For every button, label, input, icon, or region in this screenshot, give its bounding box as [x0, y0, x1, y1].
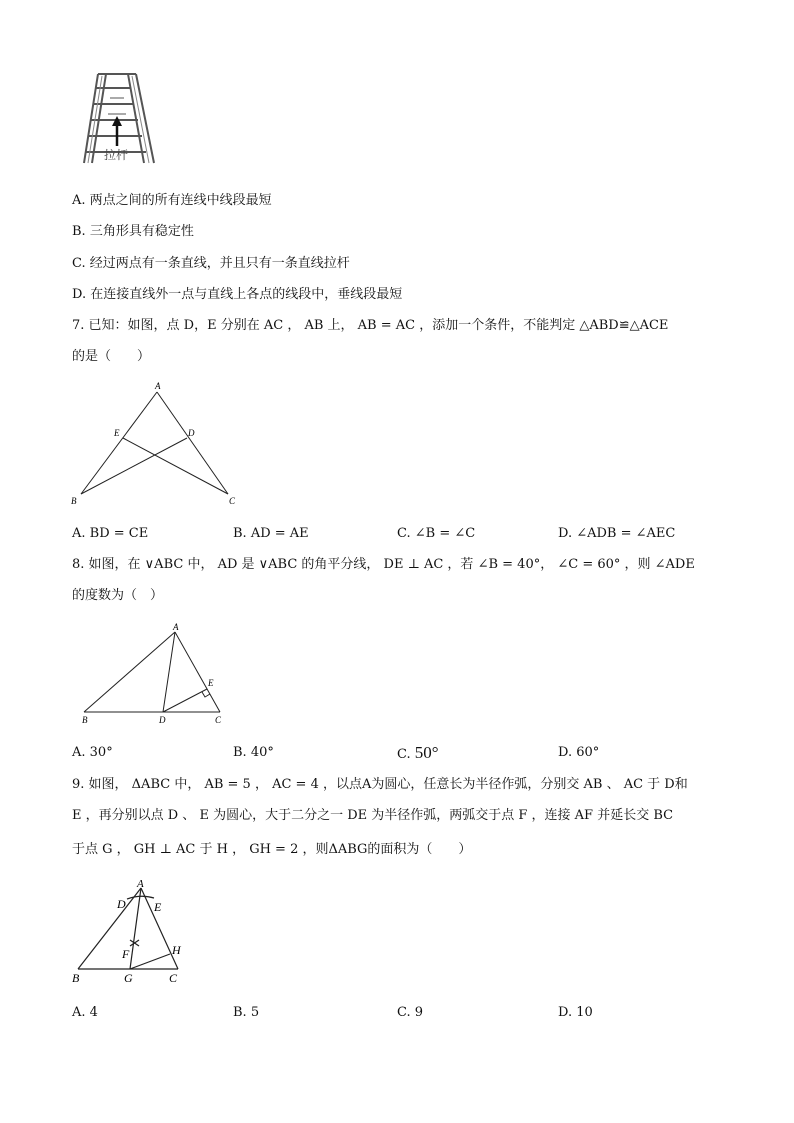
q8-question-line1: 8. 如图，在 ∨ABC 中， AD 是 ∨ABC 的角平分线， DE ⊥ AC ，若 ∠B = 40°， ∠C = 60° ，则 ∠ADE	[72, 557, 695, 572]
ladder-label: 拉杆	[104, 148, 129, 162]
q6-option-a: A. 两点之间的所有连线中线段最短	[72, 193, 272, 208]
q7-label-d: D	[188, 428, 195, 438]
q9-label-g: G	[124, 971, 133, 985]
q9-label-b: B	[72, 971, 80, 985]
q8-option-a: A. 30°	[72, 745, 113, 760]
q9-label-d: D	[117, 897, 126, 911]
q9-option-d: D. 10	[558, 1005, 593, 1020]
q9-option-b: B. 5	[233, 1005, 260, 1020]
q7-label-a: A	[155, 381, 161, 391]
q6-option-b: B. 三角形具有稳定性	[72, 224, 194, 239]
q7-question-line1: 7. 已知：如图，点 D，E 分别在 AC ， AB 上， AB = AC ，添加一个条件，不能判定 △ABD≌△ACE	[72, 318, 669, 333]
q9-label-e: E	[154, 900, 162, 914]
q8-option-b: B. 40°	[233, 745, 274, 760]
q7-option-c: C. ∠B = ∠C	[397, 526, 476, 541]
q8-option-d: D. 60°	[558, 745, 600, 760]
q9-label-h: H	[172, 943, 181, 957]
q7-question-line2: 的是（ ）	[72, 349, 151, 364]
q8-option-c-letter: C.	[397, 747, 411, 762]
q8-label-c: C	[215, 715, 222, 725]
q8-label-a: A	[173, 622, 179, 632]
q6-option-c: C. 经过两点有一条直线，并且只有一条直线拉杆	[72, 256, 350, 271]
q8-option-c-value: 50°	[414, 743, 439, 762]
q9-label-c: C	[169, 971, 178, 985]
q9-figure	[66, 876, 196, 991]
q8-label-b: B	[82, 715, 88, 725]
q7-option-d: D. ∠ADB = ∠AEC	[558, 526, 676, 541]
q7-option-a: A. BD = CE	[72, 526, 149, 541]
q8-label-d: D	[159, 715, 166, 725]
q9-question-line3: 于点 G ， GH ⊥ AC 于 H ， GH = 2 ，则ΔABG的面积为（ ）	[72, 842, 472, 857]
q7-label-e: E	[114, 428, 120, 438]
q9-question-line1: 9. 如图， ΔABC 中， AB = 5 ， AC = 4 ，以点A为圆心，任意长为半径作弧，分别交 AB 、 AC 于 D和	[72, 777, 688, 792]
q7-option-b: B. AD = AE	[233, 526, 309, 541]
q7-figure	[68, 380, 248, 510]
q6-option-d: D. 在连接直线外一点与直线上各点的线段中，垂线段最短	[72, 287, 403, 302]
q9-option-c: C. 9	[397, 1005, 424, 1020]
q7-label-c: C	[229, 496, 236, 506]
q9-label-a: A	[137, 878, 144, 890]
q7-label-b: B	[71, 496, 77, 506]
q8-question-line2: 的度数为（ ）	[72, 588, 164, 603]
q8-label-e: E	[208, 678, 214, 688]
q8-option-c	[397, 744, 439, 764]
q8-figure	[78, 620, 238, 730]
q9-option-a: A. 4	[72, 1005, 98, 1020]
q9-question-line2: E ，再分别以点 D 、 E 为圆心，大于二分之一 DE 为半径作弧，两弧交于点 F ，连接 AF 并延长交 BC	[72, 808, 674, 823]
q9-label-f: F	[122, 947, 130, 961]
